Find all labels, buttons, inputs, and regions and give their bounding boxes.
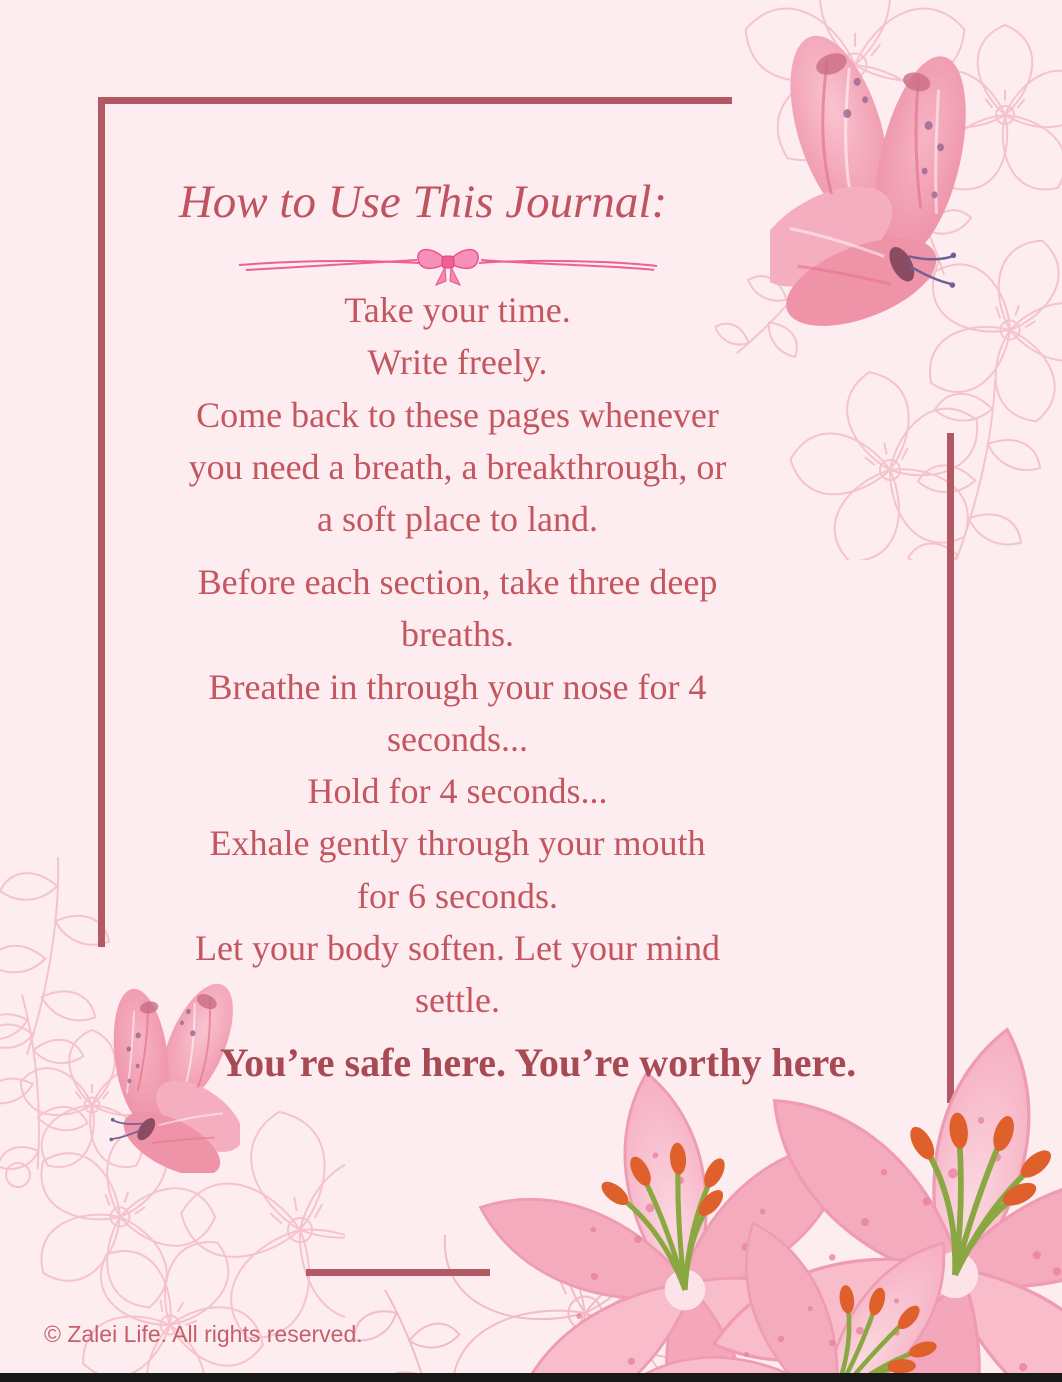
breathing-paragraph: [105, 556, 810, 1027]
breathing-line: Breathe in through your nose for 4: [208, 666, 707, 707]
breathing-line: seconds...: [387, 718, 528, 759]
copyright-text: © Zalei Life. All rights reserved.: [44, 1321, 363, 1347]
frame-border-right: [947, 433, 954, 1103]
breathing-line: Exhale gently through your mouth: [209, 823, 706, 864]
breathing-line: breaths.: [401, 614, 514, 655]
intro-line: you need a breath, a breakthrough, or: [188, 446, 727, 487]
breathing-line: settle.: [415, 980, 500, 1021]
frame-border-top: [98, 97, 732, 104]
intro-paragraph: [110, 284, 805, 545]
bottom-bar: [0, 1373, 1062, 1382]
intro-line: a soft place to land.: [317, 499, 598, 540]
intro-line: Write freely.: [367, 342, 548, 383]
divider: [233, 238, 663, 288]
breathing-line: for 6 seconds.: [357, 875, 558, 916]
breathing-line: Hold for 4 seconds...: [307, 771, 608, 812]
page-title: How to Use This Journal:: [178, 176, 668, 228]
frame-border-bottom: [306, 1269, 490, 1276]
bow-icon: [418, 250, 478, 285]
intro-line: Take your time.: [344, 290, 571, 330]
breathing-line: Let your body soften. Let your mind: [195, 928, 720, 969]
affirmation-text: You’re safe here. You’re worthy here.: [219, 1040, 857, 1085]
breathing-line: Before each section, take three deep: [197, 562, 718, 602]
intro-line: Come back to these pages whenever: [196, 394, 719, 435]
